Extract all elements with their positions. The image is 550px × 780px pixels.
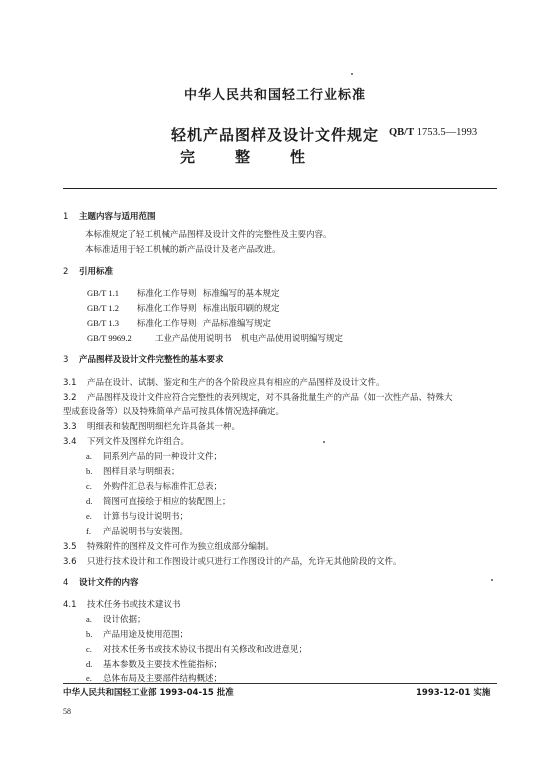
list-item: a. 设计依据；	[86, 614, 146, 625]
reference-item: GB/T 1.3 标准化工作导则 产品标准编写规定	[87, 318, 272, 329]
list-item: c. 对技术任务书或技术协议书提出有关修改和改进意见；	[86, 644, 308, 655]
section-1-para-1: 本标准规定了轻工机械产品图样及设计文件的完整性及主要内容。	[85, 230, 332, 240]
issuing-organization: 中华人民共和国轻工行业标准	[183, 88, 366, 103]
list-item: d. 基本参数及主要技术性能指标；	[86, 659, 223, 670]
list-item: a. 同系列产品的同一种设计文件；	[86, 451, 223, 462]
section-1-para-2: 本标准适用于轻工机械的新产品设计及老产品改进。	[85, 245, 281, 255]
clause-3-2: 3.2 产品图样及设计文件应符合完整性的表列规定，对不具备批量生产的产品（如一次性产品、特殊大	[63, 393, 453, 403]
reference-item: GB/T 9969.2 工业产品使用说明书 机电产品使用说明编写规定	[87, 333, 344, 344]
document-subtitle: 完 整 性	[180, 148, 306, 166]
clause-3-1: 3.1 产品在设计、试制、鉴定和生产的各个阶段应具有相应的产品图样及设计文件。	[63, 378, 385, 388]
page-number: 58	[63, 707, 71, 716]
implementation-date: 1993-12-01 实施	[416, 688, 491, 698]
footer-divider	[63, 683, 497, 684]
section-3-heading: 3 产品图样及设计文件完整性的基本要求	[63, 355, 224, 365]
header-divider	[63, 188, 497, 189]
list-item: c. 外购件汇总表与标准件汇总表；	[86, 481, 223, 492]
list-item: e. 计算书与设计说明书；	[86, 511, 189, 522]
list-item: b. 图样目录与明细表；	[86, 466, 180, 477]
clause-3-5: 3.5 特殊附件的图样及文件可作为独立组成部分编制。	[63, 542, 275, 552]
list-item: e. 总体布局及主要部件结构概述；	[86, 673, 223, 684]
clause-3-6: 3.6 只进行技术设计和工作图设计或只进行工作图设计的产品，允许无其他阶段的文件。	[63, 557, 402, 567]
standard-code: QB/T 1753.5—1993	[389, 127, 478, 138]
approval-note: 中华人民共和国轻工业部 1993-04-15 批准	[63, 688, 234, 698]
section-1-heading: 1 主题内容与适用范围	[63, 212, 156, 222]
scan-speck	[491, 579, 493, 581]
scan-speck	[351, 73, 353, 75]
document-title: 轻机产品图样及设计文件规定	[170, 126, 379, 144]
list-item: f. 产品说明书与安装图。	[86, 526, 189, 537]
section-2-heading: 2 引用标准	[63, 267, 114, 277]
list-item: d. 简图可直接绘于相应的装配图上；	[86, 496, 231, 507]
clause-3-2-continued: 型成套设备等）以及特殊简单产品可按具体情况选择确定。	[63, 407, 285, 417]
list-item: b. 产品用途及使用范围；	[86, 629, 189, 640]
reference-item: GB/T 1.2 标准化工作导则 标准出版印刷的规定	[87, 303, 280, 314]
scan-speck	[323, 441, 325, 443]
reference-item: GB/T 1.1 标准化工作导则 标准编写的基本规定	[87, 288, 280, 299]
clause-3-4: 3.4 下列文件及图样允许组合。	[63, 437, 190, 447]
clause-3-3: 3.3 明细表和装配图明细栏允许具备其一种。	[63, 422, 241, 432]
clause-4-1: 4.1 技术任务书或技术建议书	[63, 600, 181, 610]
section-4-heading: 4 设计文件的内容	[63, 578, 139, 588]
